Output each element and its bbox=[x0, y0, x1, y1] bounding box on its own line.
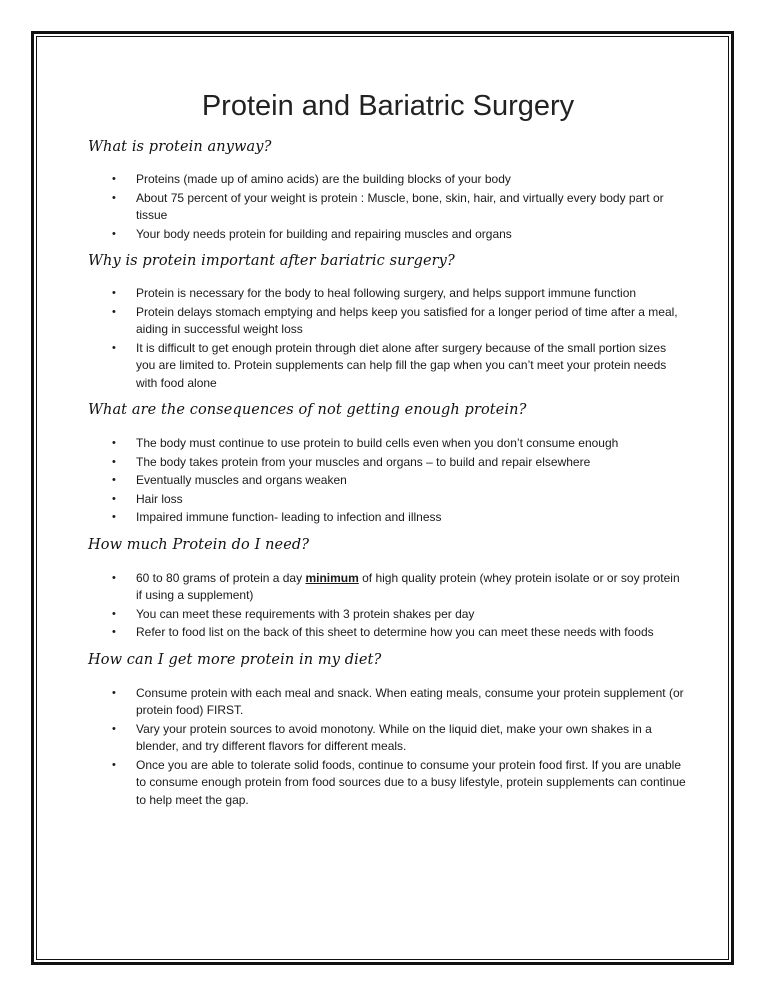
list-item: • Impaired immune function- leading to infection and illness bbox=[88, 509, 688, 527]
section-heading-get-more: How can I get more protein in my diet? bbox=[88, 651, 382, 668]
document-body bbox=[88, 88, 688, 810]
list-item: • Protein is necessary for the body to heal following surgery, and helps support immune function bbox=[88, 285, 688, 303]
list-item: • Your body needs protein for building and repairing muscles and organs bbox=[88, 226, 688, 244]
section-heading-why-important: Why is protein important after bariatric surgery? bbox=[88, 253, 455, 269]
list-item: • Consume protein with each meal and snack. When eating meals, consume your protein supplement (or protein food) FIRST. bbox=[112, 685, 684, 717]
list-item: • The body must continue to use protein to build cells even when you don’t consume enough bbox=[88, 435, 688, 453]
list-consequences bbox=[88, 435, 688, 527]
list-item: • Once you are able to tolerate solid foods, continue to consume your protein food first. If you are unable to consume enough protein from food sources due to a busy lifestyle, protein supplements can continue to help meet the gap. bbox=[112, 757, 686, 807]
list-what-is-protein bbox=[88, 171, 688, 243]
list-item: • Proteins (made up of amino acids) are the building blocks of your body bbox=[88, 171, 688, 189]
bullet-icon: • bbox=[112, 437, 116, 449]
bullet-icon: • bbox=[112, 722, 116, 735]
bullet-icon: • bbox=[112, 758, 116, 771]
section-heading-consequences: What are the consequences of not getting enough protein? bbox=[88, 402, 527, 418]
list-why-important bbox=[88, 285, 688, 392]
bullet-icon: • bbox=[112, 607, 116, 620]
list-item: • Protein delays stomach emptying and helps keep you satisfied for a longer period of time after a meal, aiding in successful weight loss bbox=[112, 304, 678, 336]
list-item: • Vary your protein sources to avoid monotony. While on the liquid diet, make your own shakes in a blender, and try different flavors for different meals. bbox=[112, 721, 652, 753]
list-item: • You can meet these requirements with 3 protein shakes per day bbox=[88, 606, 688, 624]
list-item: • Eventually muscles and organs weaken bbox=[88, 472, 688, 490]
bullet-icon: • bbox=[112, 571, 116, 584]
list-item: • 60 to 80 grams of protein a day minimum of high quality protein (whey protein isolate or or soy protein if using a supplement) bbox=[112, 570, 680, 602]
section-heading-how-much: How much Protein do I need? bbox=[88, 536, 310, 553]
bullet-icon: • bbox=[112, 341, 116, 354]
bullet-icon: • bbox=[112, 227, 116, 240]
bullet-icon: • bbox=[112, 474, 116, 486]
bullet-icon: • bbox=[112, 626, 116, 638]
bullet-icon: • bbox=[112, 492, 116, 505]
bullet-icon: • bbox=[112, 191, 116, 204]
bullet-icon: • bbox=[112, 511, 116, 523]
bullet-icon: • bbox=[112, 686, 116, 699]
section-heading-what-is-protein: What is protein anyway? bbox=[88, 139, 272, 155]
bullet-icon: • bbox=[112, 173, 116, 185]
bullet-icon: • bbox=[112, 287, 116, 299]
minimum-emphasis: minimum bbox=[305, 570, 359, 585]
list-item: • It is difficult to get enough protein through diet alone after surgery because of the small portion sizes you are limited to. Protein supplements can help fill the gap when you can’t meet your protein needs with food alone bbox=[112, 340, 667, 390]
list-item: • Hair loss bbox=[88, 491, 688, 509]
page-title: Protein and Bariatric Surgery bbox=[201, 90, 575, 122]
list-item: • The body takes protein from your muscles and organs – to build and repair elsewhere bbox=[88, 454, 688, 472]
bullet-icon: • bbox=[112, 455, 116, 468]
list-get-more bbox=[88, 685, 688, 810]
list-how-much bbox=[88, 570, 688, 642]
list-item: • Refer to food list on the back of this sheet to determine how you can meet these needs with foods bbox=[88, 624, 688, 642]
list-item: • About 75 percent of your weight is protein : Muscle, bone, skin, hair, and virtually every body part or tissue bbox=[112, 190, 664, 222]
bullet-icon: • bbox=[112, 305, 116, 318]
